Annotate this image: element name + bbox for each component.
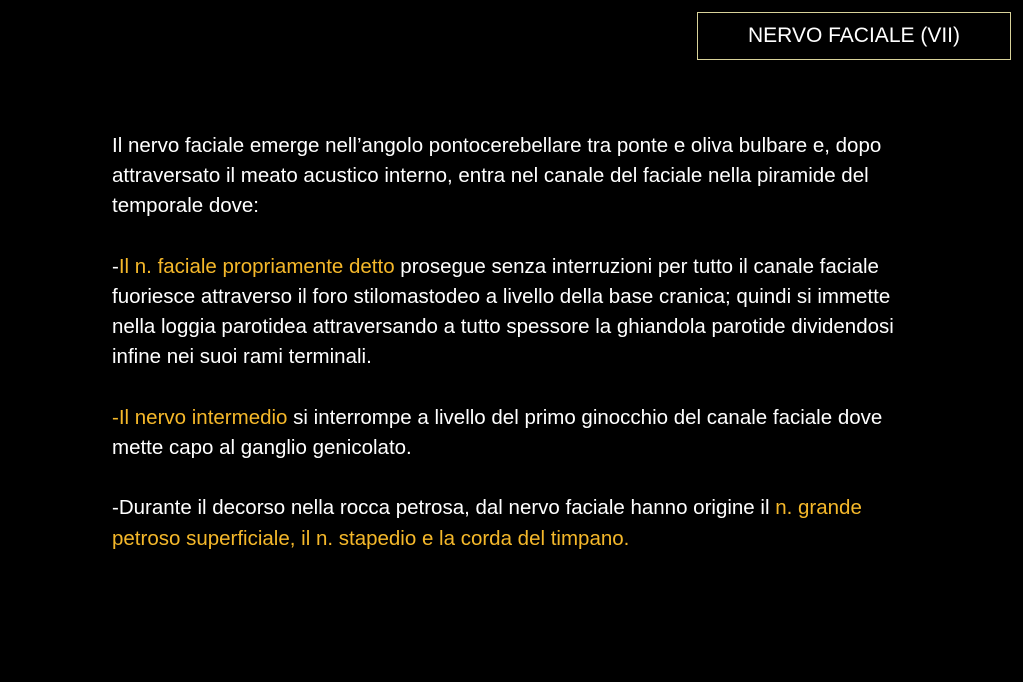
paragraph-branches-text: -Durante il decorso nella rocca petrosa, dal nervo faciale hanno origine il [112, 496, 776, 520]
paragraph-intro [112, 131, 912, 222]
paragraph-intermediate-nerve-highlight: -Il nervo intermedio [112, 405, 288, 429]
paragraph-facial-nerve-prefix: - [112, 254, 119, 278]
paragraph-intermediate-nerve-text: si interrompe a livello del primo ginocchio del canale faciale dove mette capo al ganglio genicolato. [112, 405, 883, 459]
paragraph-intro-text: Il nervo faciale emerge nell’angolo pontocerebellare tra ponte e oliva bulbare e, dopo attraversato il meato acustico interno, entra nel canale del faciale nella piramide del temporale dove: [112, 134, 882, 218]
slide-body [112, 131, 912, 584]
slide-title-box [697, 12, 1011, 60]
paragraph-branches-highlight: n. grande petroso superficiale, il n. stapedio e la corda del timpano. [112, 496, 862, 550]
paragraph-facial-nerve-highlight: Il n. faciale propriamente detto [118, 254, 395, 278]
paragraph-facial-nerve-text: prosegue senza interruzioni per tutto il canale faciale fuoriesce attraverso il foro stilomastodeo a livello della base cranica; quindi si immette nella loggia parotidea attraversando a tutto spessore la ghiandola parotide dividendosi infine nei suoi rami terminali. [112, 254, 894, 369]
paragraph-intermediate-nerve [112, 403, 912, 463]
paragraph-branches [112, 493, 912, 553]
paragraph-facial-nerve [112, 252, 912, 373]
slide-title: NERVO FACIALE (VII) [748, 24, 960, 47]
